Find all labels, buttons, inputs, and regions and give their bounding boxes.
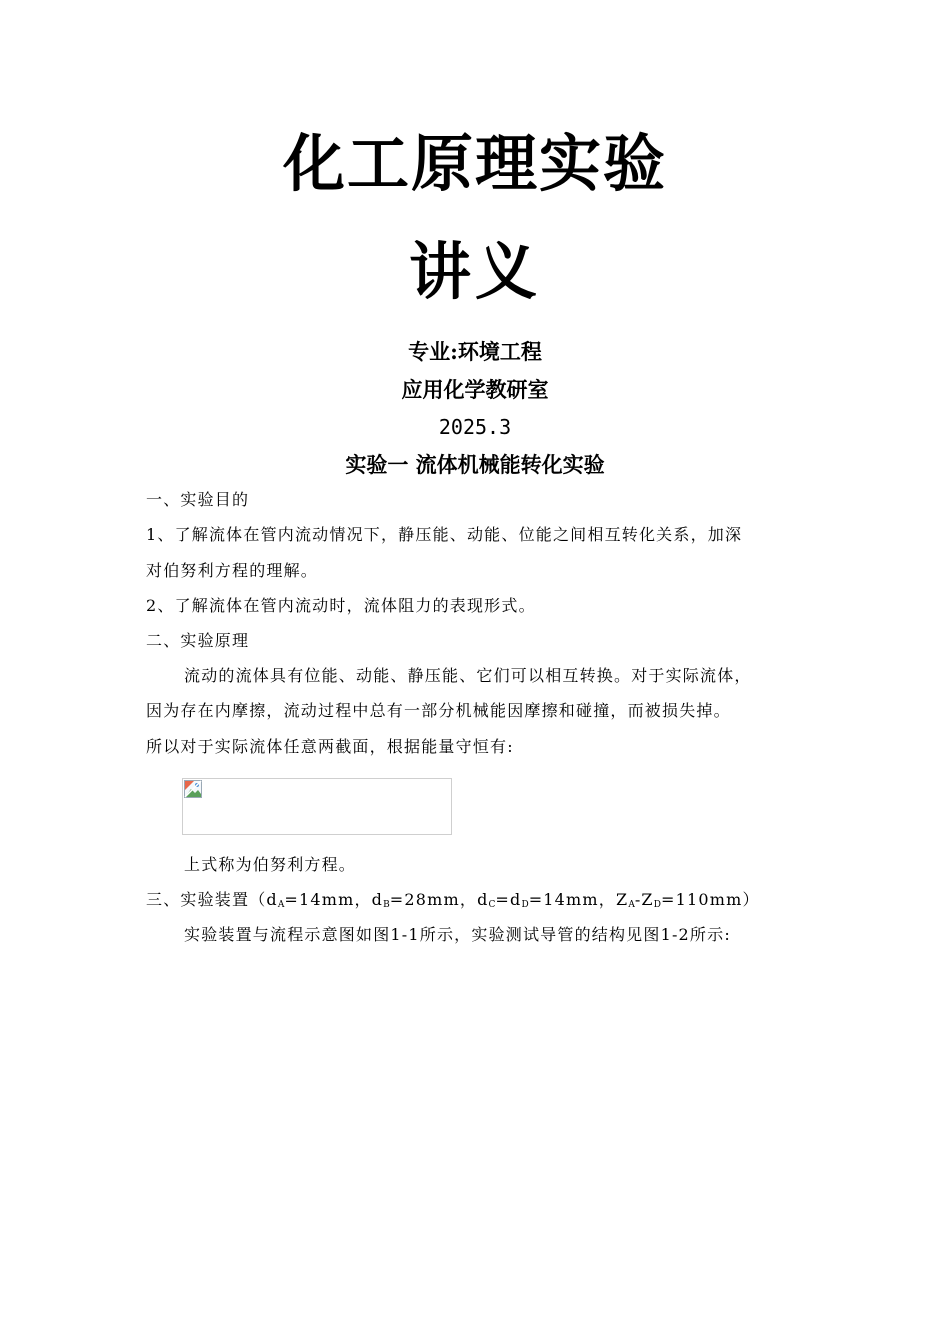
apparatus-heading-prefix: 三、实验装置（ (146, 890, 267, 909)
dB-subscript: B (383, 900, 390, 910)
dD-value: =14mm， (528, 890, 616, 909)
Z-value: =110mm） (660, 890, 760, 909)
document-subtitle: 讲义 (408, 235, 541, 308)
principle-line-3: 所以对于实际流体任意两截面，根据能量守恒有: (146, 737, 514, 756)
principle-line-1: 流动的流体具有位能、动能、静压能、它们可以相互转换。对于实际流体， (184, 666, 752, 685)
ZD-symbol: -Z (634, 890, 654, 909)
dB-value: =28mm， (389, 890, 478, 909)
document-title: 化工原理实验 (282, 127, 667, 200)
date-line: 2025.3 (438, 415, 512, 439)
dA-subscript: A (277, 900, 285, 910)
dD-symbol: =d (495, 890, 522, 909)
objective-item-1-line-2: 对伯努利方程的理解。 (146, 561, 319, 580)
apparatus-description: 实验装置与流程示意图如图1-1所示，实验测试导管的结构见图1-2所示: (184, 925, 731, 944)
objective-item-2: 2、了解流体在管内流动时，流体阻力的表现形式。 (146, 596, 536, 615)
bernoulli-note: 上式称为伯努利方程。 (184, 855, 357, 874)
section-heading-apparatus (146, 889, 760, 916)
major-line: 专业:环境工程 (408, 339, 542, 364)
dA-value: =14mm， (284, 890, 372, 909)
dC-symbol: d (477, 890, 489, 909)
principle-line-2: 因为存在内摩擦，流动过程中总有一部分机械能因摩擦和碰撞，而被损失掉。 (146, 701, 731, 720)
equation-image-placeholder (182, 778, 452, 835)
ZA-symbol: Z (616, 890, 629, 909)
dD-subscript: D (521, 900, 529, 910)
department-line: 应用化学教研室 (401, 377, 549, 402)
dC-subscript: C (488, 900, 496, 910)
dB-symbol: d (371, 890, 384, 909)
section-heading-objective: 一、实验目的 (146, 490, 250, 509)
dA-symbol: d (266, 890, 278, 909)
broken-image-icon (184, 780, 202, 798)
ZD-subscript: D (653, 900, 661, 910)
section-heading-principle: 二、实验原理 (146, 631, 250, 650)
objective-item-1-line-1: 1、了解流体在管内流动情况下，静压能、动能、位能之间相互转化关系，加深 (146, 525, 743, 544)
ZA-subscript: A (628, 900, 635, 910)
experiment-title: 实验一 流体机械能转化实验 (345, 452, 605, 477)
